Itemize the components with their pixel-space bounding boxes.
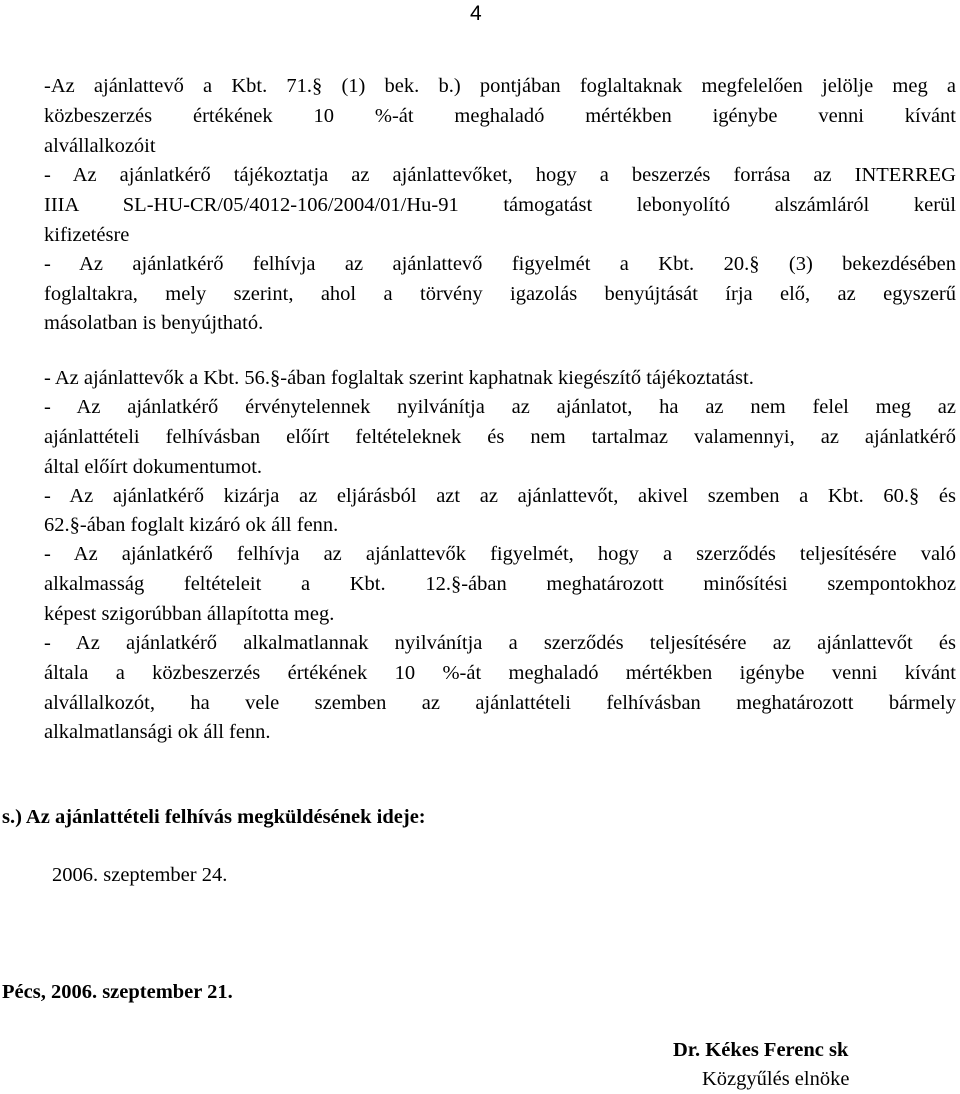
text-line: - Az ajánlatkérő felhívja az ajánlattevők figyelmét, hogy a szerződés teljesítésére való <box>44 543 956 565</box>
text-line: közbeszerzés értékének 10 %-át meghaladó mértékben igénybe venni kívánt <box>44 105 956 127</box>
text-line: 62.§-ában foglalt kizáró ok áll fenn. <box>44 514 339 536</box>
signatory-title: Közgyűlés elnöke <box>702 1068 850 1090</box>
text-line: képest szigorúbban állapította meg. <box>44 603 335 625</box>
text-line: - Az ajánlatkérő alkalmatlannak nyilvánítja a szerződés teljesítésére az ajánlattevőt és <box>44 632 956 654</box>
text-line: által előírt dokumentumot. <box>44 456 263 478</box>
text-line: - Az ajánlatkérő tájékoztatja az ajánlattevőket, hogy a beszerzés forrása az INTERREG <box>44 164 956 186</box>
text-line: kifizetésre <box>44 224 130 246</box>
text-line: - Az ajánlatkérő felhívja az ajánlattevő figyelmét a Kbt. 20.§ (3) bekezdésében <box>44 253 956 275</box>
text-line: - Az ajánlatkérő érvénytelennek nyilvánítja az ajánlatot, ha az nem felel meg az <box>44 396 956 418</box>
text-line: ajánlattételi felhívásban előírt feltételeknek és nem tartalmaz valamennyi, az ajánlatkérő <box>44 426 956 448</box>
text-line: IIIA SL-HU-CR/05/4012-106/2004/01/Hu-91 támogatást lebonyolító alszámláról kerül <box>44 194 956 216</box>
text-line: másolatban is benyújtható. <box>44 312 264 334</box>
text-line: általa a közbeszerzés értékének 10 %-át meghaladó mértékben igénybe venni kívánt <box>44 662 956 684</box>
text-line: - Az ajánlatkérő kizárja az eljárásból azt az ajánlattevőt, akivel szemben a Kbt. 60.§ és <box>44 485 956 507</box>
dispatch-date: 2006. szeptember 24. <box>52 864 228 886</box>
section-heading: s.) Az ajánlattételi felhívás megküldésének ideje: <box>2 806 426 828</box>
text-line: alkalmatlansági ok áll fenn. <box>44 721 271 743</box>
text-line: alvállalkozót, ha vele szemben az ajánlattételi felhívásban meghatározott bármely <box>44 692 956 714</box>
signatory-name: Dr. Kékes Ferenc sk <box>673 1039 849 1061</box>
text-line: alkalmasság feltételeit a Kbt. 12.§-ában meghatározott minősítési szempontokhoz <box>44 573 956 595</box>
page-number: 4 <box>470 2 482 25</box>
place-date: Pécs, 2006. szeptember 21. <box>2 981 233 1003</box>
text-line: -Az ajánlattevő a Kbt. 71.§ (1) bek. b.) pontjában foglaltaknak megfelelően jelölje meg a <box>44 75 956 97</box>
text-line: - Az ajánlattevők a Kbt. 56.§-ában foglaltak szerint kaphatnak kiegészítő tájékoztatást. <box>44 367 754 389</box>
text-line: alvállalkozóit <box>44 135 156 157</box>
text-line: foglaltakra, mely szerint, ahol a törvény igazolás benyújtását írja elő, az egyszerű <box>44 283 956 305</box>
